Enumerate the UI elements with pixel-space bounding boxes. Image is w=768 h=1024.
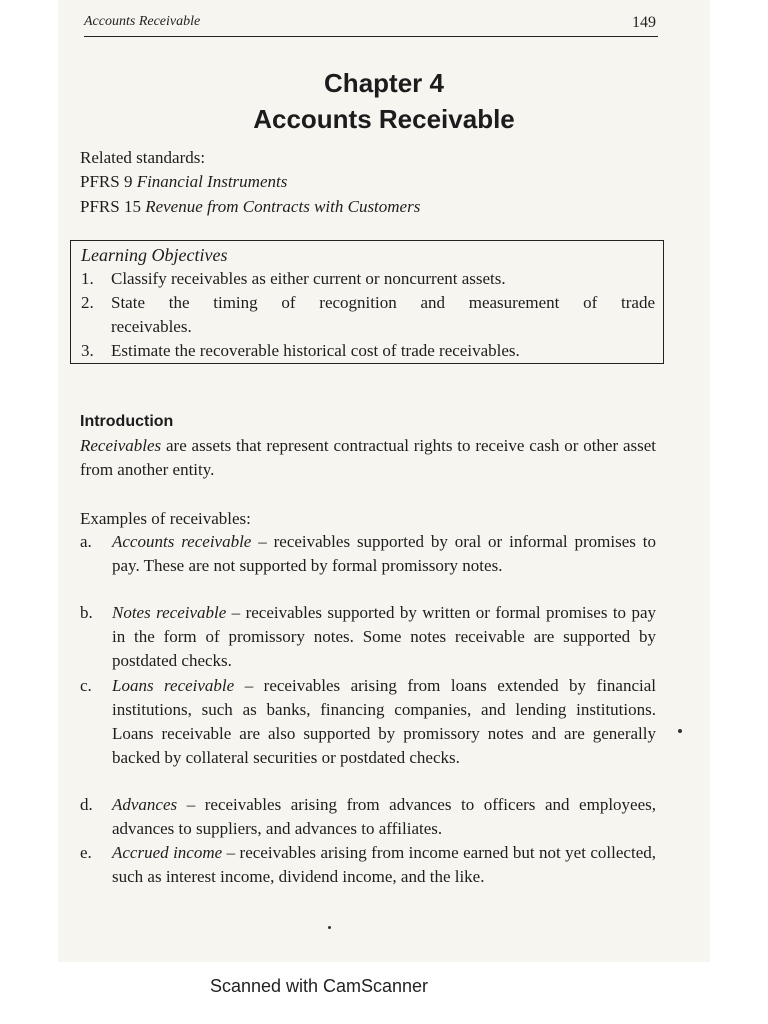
objective-text: receivables.: [111, 317, 192, 336]
examples-label: Examples of receivables:: [80, 509, 251, 528]
objective-number: 2.: [81, 293, 94, 312]
example-text: [112, 841, 656, 889]
example-text: [112, 674, 656, 770]
objective-text: State the timing of recognition and measurement of trade: [111, 293, 655, 312]
objective-number: 1.: [81, 269, 94, 288]
example-text: [112, 530, 656, 578]
example-text: [112, 793, 656, 841]
example-letter: b.: [80, 603, 93, 622]
scan-speck: [678, 729, 682, 733]
standard-item: [80, 172, 287, 192]
example-term: Loans receivable: [112, 676, 235, 695]
example-description: – receivables supported by oral or informal promises to pay. These are not supported by formal promissory notes.: [112, 532, 656, 575]
objective-text: Estimate the recoverable historical cost of trade receivables.: [111, 341, 520, 360]
chapter-title: Accounts Receivable: [253, 104, 515, 134]
running-header: [84, 12, 658, 37]
example-text: [112, 601, 656, 673]
example-description: – receivables arising from loans extended by financial institutions, such as banks, financing companies, and lending institutions. Loans receivable are also supported by promissory notes and are generally backed by collateral securities or postdated checks.: [112, 676, 656, 767]
introduction-term: Receivables: [80, 436, 162, 455]
chapter-number: Chapter 4: [324, 68, 444, 98]
introduction-heading: Introduction: [80, 413, 174, 430]
standard-item: [80, 197, 420, 217]
example-letter: e.: [80, 843, 92, 862]
objective-number: 3.: [81, 341, 94, 360]
related-standards-label: Related standards:: [80, 148, 206, 167]
example-term: Accrued income: [112, 843, 223, 862]
page-number: 149: [632, 14, 656, 31]
example-description: – receivables arising from advances to officers and employees, advances to suppliers, and advances to affiliates.: [112, 795, 656, 838]
introduction-definition: are assets that represent contractual rights to receive cash or other asset from another entity.: [80, 436, 656, 479]
scanner-watermark: Scanned with CamScanner: [209, 976, 429, 996]
learning-objectives-box: [70, 240, 664, 364]
example-description: – receivables arising from income earned but not yet collected, such as interest income, dividend income, and the like.: [112, 843, 656, 886]
learning-objectives-heading: Learning Objectives: [81, 245, 228, 265]
example-term: Notes receivable: [112, 603, 227, 622]
standard-name: Revenue from Contracts with Customers: [145, 197, 421, 216]
standard-code: PFRS 9: [80, 172, 133, 191]
standard-name: Financial Instruments: [136, 172, 288, 191]
running-header-title: Accounts Receivable: [84, 14, 201, 29]
example-letter: a.: [80, 532, 92, 551]
example-letter: c.: [80, 676, 92, 695]
example-letter: d.: [80, 795, 93, 814]
introduction-paragraph: [80, 434, 656, 482]
standard-code: PFRS 15: [80, 197, 141, 216]
example-term: Advances: [112, 795, 178, 814]
example-description: – receivables supported by written or formal promises to pay in the form of promissory notes. Some notes receivable are supported by postdated checks.: [112, 603, 656, 670]
example-term: Accounts receivable: [112, 532, 252, 551]
objective-text: Classify receivables as either current or noncurrent assets.: [111, 269, 506, 288]
scan-speck: [328, 926, 331, 929]
